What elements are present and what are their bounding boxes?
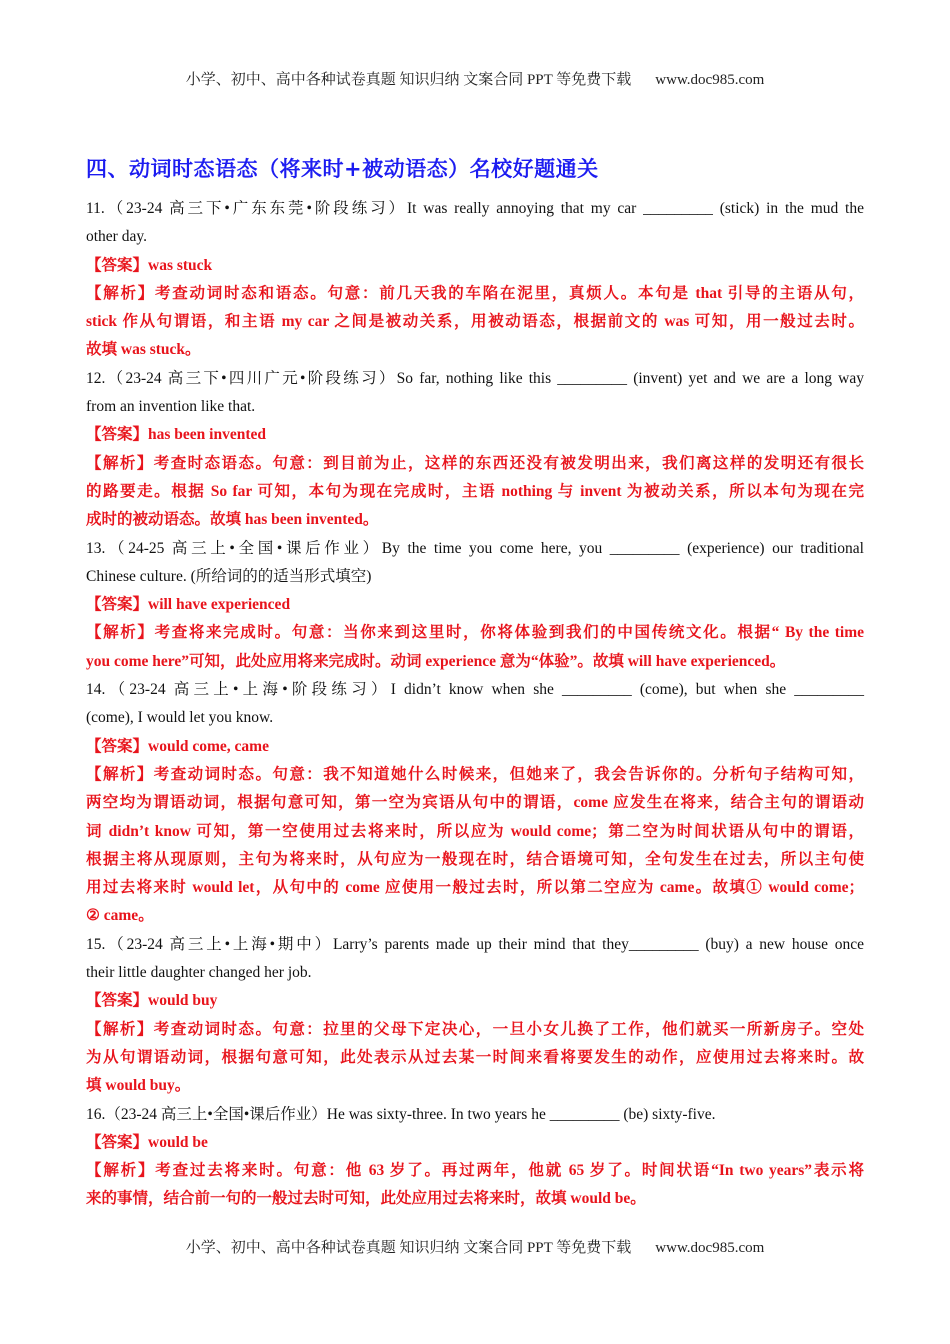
question-list <box>86 195 864 1214</box>
explanation-text: 【解析】考查动词时态。句意：拉里的父母下定决心，一旦小女儿换了工作，他们就买一所新房子。空处 <box>86 1020 864 1038</box>
footer-text: 小学、初中、高中各种试卷真题 知识归纳 文案合同 PPT 等免费下载 <box>185 1240 632 1256</box>
header-text: 小学、初中、高中各种试卷真题 知识归纳 文案合同 PPT 等免费下载 <box>185 72 632 88</box>
question-text: (come), I would let you know. <box>86 709 274 727</box>
question-text: 14.（23-24 高三上•上海•阶段练习）I didn’t know when she _________ (come), but when she _________ <box>86 681 864 699</box>
explanation-text: 用过去将来时 would let，从句中的 come 应使用一般过去时，所以第二空应为 came。故填① would come； <box>86 879 864 897</box>
question-item <box>86 676 864 931</box>
footer-site-link[interactable]: www.doc985.com <box>655 1240 765 1256</box>
explanation-text: you come here”可知，此处应用将来完成时。动词 experience 意为“体验”。故填 will have experienced。 <box>86 652 786 670</box>
question-text: from an invention like that. <box>86 398 256 416</box>
question-item <box>86 1101 864 1214</box>
explanation-text: 【解析】考查过去将来时。句意：他 63 岁了。再过两年，他就 65 岁了。时间状语“In two years”表示将 <box>86 1162 864 1180</box>
explanation-text: 填 would buy。 <box>86 1077 191 1095</box>
question-text: 15.（23-24 高三上•上海•期中）Larry’s parents made up their mind that they_________ (buy) a new house once <box>86 935 864 953</box>
explanation-text: 成时的被动语态。故填 has been invented。 <box>86 511 379 529</box>
explanation-text: stick 作从句谓语，和主语 my car 之间是被动关系，用被动语态，根据前文的 was 可知，用一般过去时。 <box>86 313 864 331</box>
question-text: Chinese culture. (所给词的的适当形式填空) <box>86 567 372 585</box>
section-title: 四、动词时态语态（将来时+被动语态）名校好题通关 <box>86 157 599 181</box>
question-text: 16.（23-24 高三上•全国•课后作业）He was sixty-three. In two years he _________ (be) sixty-five. <box>86 1105 716 1123</box>
explanation-text: 为从句谓语动词，根据句意可知，此处表示从过去某一时间来看将要发生的动作，应使用过去将来时。故 <box>86 1048 864 1066</box>
question-item <box>86 535 864 676</box>
question-text: 12.（23-24 高三下•四川广元•阶段练习）So far, nothing like this _________ (invent) yet and we are a long way <box>86 369 864 387</box>
answer-text: 【答案】has been invented <box>86 426 266 444</box>
header-site-link[interactable]: www.doc985.com <box>655 72 765 88</box>
answer-text: 【答案】will have experienced <box>86 596 291 614</box>
question-text: their little daughter changed her job. <box>86 964 312 982</box>
question-item <box>86 195 864 365</box>
page-footer <box>0 1236 950 1257</box>
answer-text: 【答案】would be <box>86 1133 208 1151</box>
question-text: 11.（23-24 高三下•广东东莞•阶段练习）It was really annoying that my car _________ (stick) in the mud the <box>86 200 864 217</box>
explanation-text: 两空均为谓语动词，根据句意可知，第一空为宾语从句中的谓语，come 应发生在将来，结合主句的谓语动 <box>86 794 864 812</box>
explanation-text: 【解析】考查时态语态。句意：到目前为止，这样的东西还没有被发明出来，我们离这样的发明还有很长 <box>86 454 864 472</box>
explanation-text: 【解析】考查动词时态和语态。句意：前几天我的车陷在泥里，真烦人。本句是 that 引导的主语从句， <box>86 284 864 302</box>
explanation-text: 根据主将从现原则，主句为将来时，从句应为一般现在时，结合语境可知，全句发生在过去，所以主句使 <box>86 850 864 868</box>
explanation-text: 【解析】考查动词时态。句意：我不知道她什么时候来，但她来了，我会告诉你的。分析句子结构可知， <box>86 765 864 783</box>
question-item <box>86 931 864 1101</box>
page-header <box>0 68 950 89</box>
question-item <box>86 365 864 535</box>
answer-text: 【答案】was stuck <box>86 256 213 274</box>
answer-text: 【答案】would buy <box>86 992 218 1010</box>
explanation-text: 的路要走。根据 So far 可知，本句为现在完成时，主语 nothing 与 invent 为被动关系，所以本句为现在完 <box>86 482 864 500</box>
question-text: other day. <box>86 228 147 246</box>
explanation-text: 故填 was stuck。 <box>86 341 201 359</box>
explanation-text: 【解析】考查将来完成时。句意：当你来到这里时，你将体验到我们的中国传统文化。根据“ By the time <box>86 624 864 642</box>
answer-text: 【答案】would come, came <box>86 737 269 755</box>
explanation-text: ② came。 <box>86 907 154 925</box>
explanation-text: 来的事情，结合前一句的一般过去时可知，此处应用过去将来时，故填 would be。 <box>86 1190 646 1208</box>
explanation-text: 词 didn’t know 可知，第一空使用过去将来时，所以应为 would come；第二空为时间状语从句中的谓语， <box>86 822 864 840</box>
question-text: 13.（24-25 高三上•全国•课后作业）By the time you come here, you _________ (experience) our traditional <box>86 539 864 557</box>
